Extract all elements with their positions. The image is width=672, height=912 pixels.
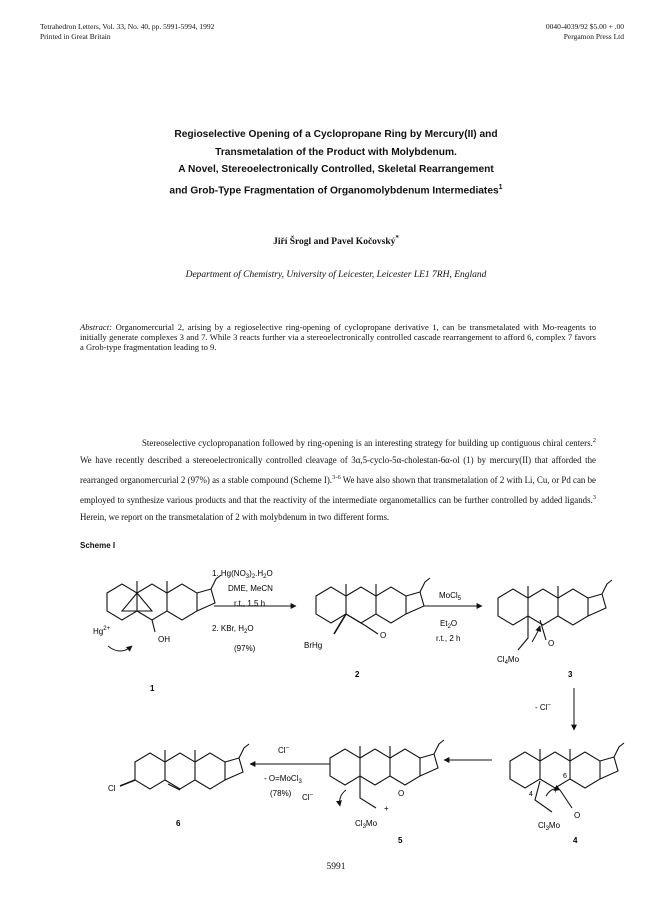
cl3mo-label-4: $Cl_3Mo$ xyxy=(538,821,561,832)
reagent-mocl5: MoCl$_5$ xyxy=(439,591,462,602)
o-label-5: O xyxy=(398,789,405,798)
corresponding-mark: * xyxy=(395,234,399,242)
title-line-2: Transmetalation of the Product with Molybdenum. xyxy=(215,146,457,158)
publisher: Pergamon Press Ltd xyxy=(563,32,624,41)
compound-4-structure xyxy=(510,743,624,812)
compound-number-5: 5 xyxy=(398,836,403,845)
compound-number-3: 3 xyxy=(568,670,573,679)
title-footnote: 1 xyxy=(498,183,503,191)
solvent-et2o: $Et_2O$ xyxy=(440,619,458,630)
cl-minus-step: - Cl– xyxy=(535,702,551,712)
compound-number-2: 2 xyxy=(355,670,360,679)
yield-label-6: (78%) xyxy=(270,789,292,798)
o-mocl3-label: - O=MoCl$_3$ xyxy=(264,774,302,785)
carbon-4-label: 4 xyxy=(529,791,533,798)
affiliation: Department of Chemistry, University of Leicester, Leicester LE1 7RH, England xyxy=(185,270,487,280)
compound-number-1: 1 xyxy=(150,684,155,693)
condition-label-3: r.t., 2 h xyxy=(436,634,461,643)
compound-2-structure xyxy=(316,578,430,634)
compound-number-4: 4 xyxy=(573,836,578,845)
ref-citation: 3-6 xyxy=(332,473,341,481)
reagent-hgno3: 1. $Hg(NO_3)_2.H_2O$ xyxy=(212,569,273,580)
cl-minus-reagent: Cl– xyxy=(278,745,289,755)
reagent-kbr: 2. KBr, $H_2O$ xyxy=(212,624,254,635)
body-paragraph: Stereoselective cyclopropanation followed by ring-opening is an interesting strategy for building up contiguous chiral centers.$^2$ We have recently described a stereoelectronically controlled cleavage of 3α,5-cyclo-5α-cholestan-6α-ol (1) by mercury(II) that afforded the rearranged organomercurial 2 (97%) as a stable compound (Scheme I).$^{3-6}$ We have also shown that transmetalation of 2 with Li, Cu, or Pd can be employed to synthesize various products and that the reactivity of the intermediate organometallics can be further controlled by added ligands.$^3$ Herein, we report on the transmetalation of 2 with molybdenum in two different forms. xyxy=(80,437,596,522)
o-label-4: O xyxy=(574,811,581,820)
cl-minus-5: Cl– xyxy=(302,792,313,802)
compound-6-structure xyxy=(120,744,249,790)
scheme-label: Scheme I xyxy=(80,541,116,550)
compound-5-structure xyxy=(330,740,444,808)
o-label-3: O xyxy=(548,639,555,648)
ref-citation: 2 xyxy=(592,437,596,444)
yield-label-2: (97%) xyxy=(234,644,256,653)
article-code: 0040-4039/92 $5.00 + .00 xyxy=(545,22,624,31)
o-label-2: O xyxy=(380,631,387,640)
condition-label-1: r.t., 1.5 h xyxy=(234,599,266,608)
journal-citation: Tetrahedron Letters, Vol. 33, No. 40, pp. 5991-5994, 1992 xyxy=(40,22,215,31)
plus-charge-4: + xyxy=(553,786,558,795)
compound-number-6: 6 xyxy=(176,819,181,828)
cl-label-6: Cl xyxy=(108,784,116,793)
ref-citation: 3 xyxy=(592,493,596,501)
solvent-label: DME, MeCN xyxy=(228,584,273,593)
abstract-label: Abstract: xyxy=(80,322,112,332)
page-number: 5991 xyxy=(326,862,346,872)
cl4mo-label-3: $Cl_4Mo$ xyxy=(497,655,520,666)
author-names: Jiří Šrogl and Pavel Kočovský xyxy=(273,237,396,248)
brhg-label: BrHg xyxy=(304,641,323,650)
title-line-3: A Novel, Stereoelectronically Controlled, Skeletal Rearrangement xyxy=(178,164,494,175)
compound-3-structure xyxy=(498,580,612,650)
abstract-text: Organomercurial 2, arising by a regioselective ring-opening of cyclopropane derivative 1, can be transmetalated with Mo-reagents to initially generate complexes 3 and 7. While 3 reacts further via a stereoelectronically controlled cascade rearrangement to afford 6, complex 7 favors a Grob-type fragmentation leading to 9. xyxy=(80,322,596,352)
title-line-1: Regioselective Opening of a Cyclopropane Ring by Mercury(II) and xyxy=(174,129,498,140)
cl3mo-label-5: $Cl_3Mo$ xyxy=(355,819,378,830)
carbon-6-label: 6 xyxy=(563,773,567,780)
title-line-4: and Grob-Type Fragmentation of Organomolybdenum Intermediates$^1$ xyxy=(169,183,503,196)
plus-charge-5: + xyxy=(384,804,389,813)
oh-label: OH xyxy=(158,635,170,644)
hg-label: $Hg^{2+}$ xyxy=(93,626,111,636)
printed-in: Printed in Great Britain xyxy=(40,32,111,41)
